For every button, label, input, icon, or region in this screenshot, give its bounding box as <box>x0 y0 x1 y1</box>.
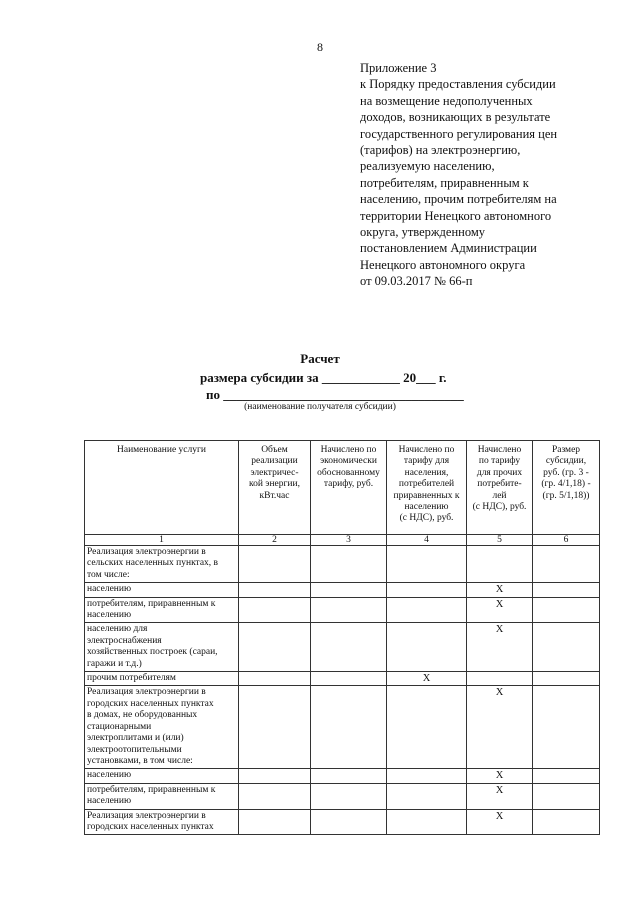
column-number-row <box>85 535 600 546</box>
value-cell <box>311 686 387 769</box>
appendix-line: реализуемую населению, <box>360 159 495 174</box>
value-cell <box>387 546 467 583</box>
value-cell <box>311 783 387 809</box>
service-name-line: потребителям, приравненным к <box>87 598 216 609</box>
service-name-line: сельских населенных пунктах, в <box>87 558 219 569</box>
column-header-line: кВт.час <box>259 490 290 501</box>
column-header-line: лей <box>492 490 507 501</box>
appendix-line: постановлением Администрации <box>360 241 537 256</box>
appendix-line: населению, прочим потребителям на <box>360 192 557 207</box>
service-name-cell <box>85 623 239 672</box>
value-cell <box>311 546 387 583</box>
table-row <box>85 769 600 783</box>
column-header-line: тарифу для <box>403 456 450 467</box>
document-title: Расчет <box>300 351 340 366</box>
column-header-line: Начислено по <box>398 445 455 455</box>
value-cell <box>239 783 311 809</box>
subsidy-period-line: размера субсидии за ____________ 20___ г. <box>200 370 447 385</box>
value-cell <box>533 623 600 672</box>
service-name-cell <box>85 546 239 583</box>
value-cell <box>239 623 311 672</box>
column-header-line: (гр. 4/1,18) - <box>541 479 591 490</box>
column-header-line: экономически <box>320 456 377 467</box>
column-header-line: реализации <box>251 456 298 467</box>
service-name-cell <box>85 686 239 769</box>
service-name-line: населению для <box>87 624 148 635</box>
column-header-1 <box>85 441 239 535</box>
table-row <box>85 809 600 835</box>
value-cell <box>387 597 467 623</box>
appendix-block <box>360 60 620 290</box>
column-header-line: населения, <box>404 467 449 478</box>
value-cell <box>533 583 600 597</box>
value-cell <box>533 597 600 623</box>
service-name-line: том числе: <box>87 569 130 580</box>
appendix-line: потребителям, приравненным к <box>360 175 529 190</box>
column-header-line: потребителей <box>398 479 455 490</box>
column-header-6 <box>533 441 600 535</box>
column-header-line: Размер <box>551 445 581 455</box>
column-number: 2 <box>239 535 311 546</box>
value-cell <box>533 672 600 686</box>
column-header-2 <box>239 441 311 535</box>
appendix-line: Приложение 3 <box>360 61 437 75</box>
column-header-line: потребите- <box>477 479 522 490</box>
value-cell <box>387 623 467 672</box>
service-name-line: населению <box>87 610 132 621</box>
recipient-caption: (наименование получателя субсидии) <box>244 402 396 412</box>
service-name-line: Реализация электроэнергии в <box>87 547 206 557</box>
service-name-line: населению <box>87 770 132 781</box>
table-row <box>85 597 600 623</box>
column-header-line: для прочих <box>476 467 523 478</box>
service-name-cell <box>85 672 239 686</box>
service-name-line: Реализация электроэнергии в <box>87 810 206 821</box>
value-cell <box>387 583 467 597</box>
column-header-4 <box>387 441 467 535</box>
value-cell: X <box>467 769 533 783</box>
value-cell <box>311 672 387 686</box>
service-name-line: в домах, не оборудованных <box>87 710 198 721</box>
column-number: 3 <box>311 535 387 546</box>
value-cell <box>387 769 467 783</box>
value-cell: X <box>467 686 533 769</box>
table-row <box>85 546 600 583</box>
value-cell <box>239 583 311 597</box>
subsidy-table <box>84 440 600 835</box>
column-number: 1 <box>85 535 239 546</box>
service-name-cell <box>85 583 239 597</box>
table-header-row <box>85 441 600 535</box>
column-header-line: обоснованному <box>317 467 380 478</box>
value-cell <box>311 809 387 835</box>
value-cell <box>311 623 387 672</box>
column-header-line: электричес- <box>250 467 299 478</box>
value-cell <box>467 546 533 583</box>
table-row <box>85 583 600 597</box>
service-name-line: хозяйственных построек (сараи, <box>87 647 218 658</box>
value-cell <box>239 809 311 835</box>
column-header-line: населению <box>404 502 449 513</box>
appendix-line: от 09.03.2017 № 66-п <box>360 274 473 289</box>
service-name-line: населению <box>87 796 132 807</box>
value-cell <box>239 546 311 583</box>
value-cell <box>311 769 387 783</box>
value-cell <box>239 769 311 783</box>
column-number: 6 <box>533 535 600 546</box>
service-name-line: населению <box>87 584 132 595</box>
table-row <box>85 783 600 809</box>
value-cell: X <box>467 623 533 672</box>
service-name-line: городских населенных пунктах <box>87 821 214 832</box>
value-cell <box>533 546 600 583</box>
column-number: 5 <box>467 535 533 546</box>
column-header-line: Наименование услуги <box>117 445 206 455</box>
service-name-cell <box>85 769 239 783</box>
service-name-cell <box>85 783 239 809</box>
column-header-line: Начислено по <box>320 445 377 455</box>
service-name-line: прочим потребителям <box>87 673 176 684</box>
appendix-line: государственного регулирования цен <box>360 126 558 141</box>
value-cell: X <box>467 583 533 597</box>
value-cell: X <box>387 672 467 686</box>
page-number: 8 <box>317 40 323 54</box>
column-header-line: приравненных к <box>393 490 460 501</box>
service-name-line: гаражи и т.д.) <box>87 658 142 669</box>
column-header-line: (с НДС), руб. <box>399 513 454 524</box>
appendix-line: доходов, возникающих в результате <box>360 110 551 125</box>
column-header-line: руб. (гр. 3 - <box>543 467 589 478</box>
appendix-line: территории Ненецкого автономного <box>360 208 552 223</box>
service-name-line: электроплитами и (или) <box>87 733 184 744</box>
value-cell <box>387 686 467 769</box>
value-cell <box>533 686 600 769</box>
value-cell <box>239 672 311 686</box>
value-cell <box>533 783 600 809</box>
column-header-line: тарифу, руб. <box>323 479 374 490</box>
service-name-line: Реализация электроэнергии в <box>87 687 206 698</box>
value-cell <box>239 597 311 623</box>
column-header-5 <box>467 441 533 535</box>
table-row <box>85 686 600 769</box>
column-header-line: Начислено <box>477 445 522 455</box>
value-cell: X <box>467 809 533 835</box>
value-cell <box>387 783 467 809</box>
service-name-line: городских населенных пунктах <box>87 698 214 709</box>
table-row <box>85 672 600 686</box>
column-header-line: субсидии, <box>545 456 587 467</box>
appendix-line: Ненецкого автономного округа <box>360 257 526 272</box>
value-cell <box>311 583 387 597</box>
value-cell <box>311 597 387 623</box>
service-name-line: электроотопительными <box>87 744 182 755</box>
value-cell <box>467 672 533 686</box>
table-row <box>85 623 600 672</box>
column-header-line: (с НДС), руб. <box>472 502 527 513</box>
value-cell <box>533 769 600 783</box>
service-name-cell <box>85 597 239 623</box>
service-name-cell <box>85 809 239 835</box>
recipient-line: по _____________________________________ <box>206 387 464 402</box>
column-header-line: Объем <box>261 445 288 455</box>
appendix-line: к Порядку предоставления субсидии <box>360 77 556 92</box>
column-number: 4 <box>387 535 467 546</box>
column-header-line: по тарифу <box>478 456 521 467</box>
service-name-line: электроснабжения <box>87 635 162 646</box>
appendix-line: (тарифов) на электроэнергию, <box>360 143 521 158</box>
service-name-line: установками, в том числе: <box>87 755 193 766</box>
appendix-line: на возмещение недополученных <box>360 93 533 108</box>
column-header-3 <box>311 441 387 535</box>
value-cell <box>387 809 467 835</box>
value-cell: X <box>467 783 533 809</box>
column-header-line: кой энергии, <box>249 479 300 490</box>
service-name-line: стационарными <box>87 721 152 732</box>
column-header-line: (гр. 5/1,18)) <box>542 490 590 501</box>
value-cell: X <box>467 597 533 623</box>
service-name-line: потребителям, приравненным к <box>87 784 216 795</box>
appendix-line: округа, утвержденному <box>360 225 486 240</box>
value-cell <box>239 686 311 769</box>
value-cell <box>533 809 600 835</box>
